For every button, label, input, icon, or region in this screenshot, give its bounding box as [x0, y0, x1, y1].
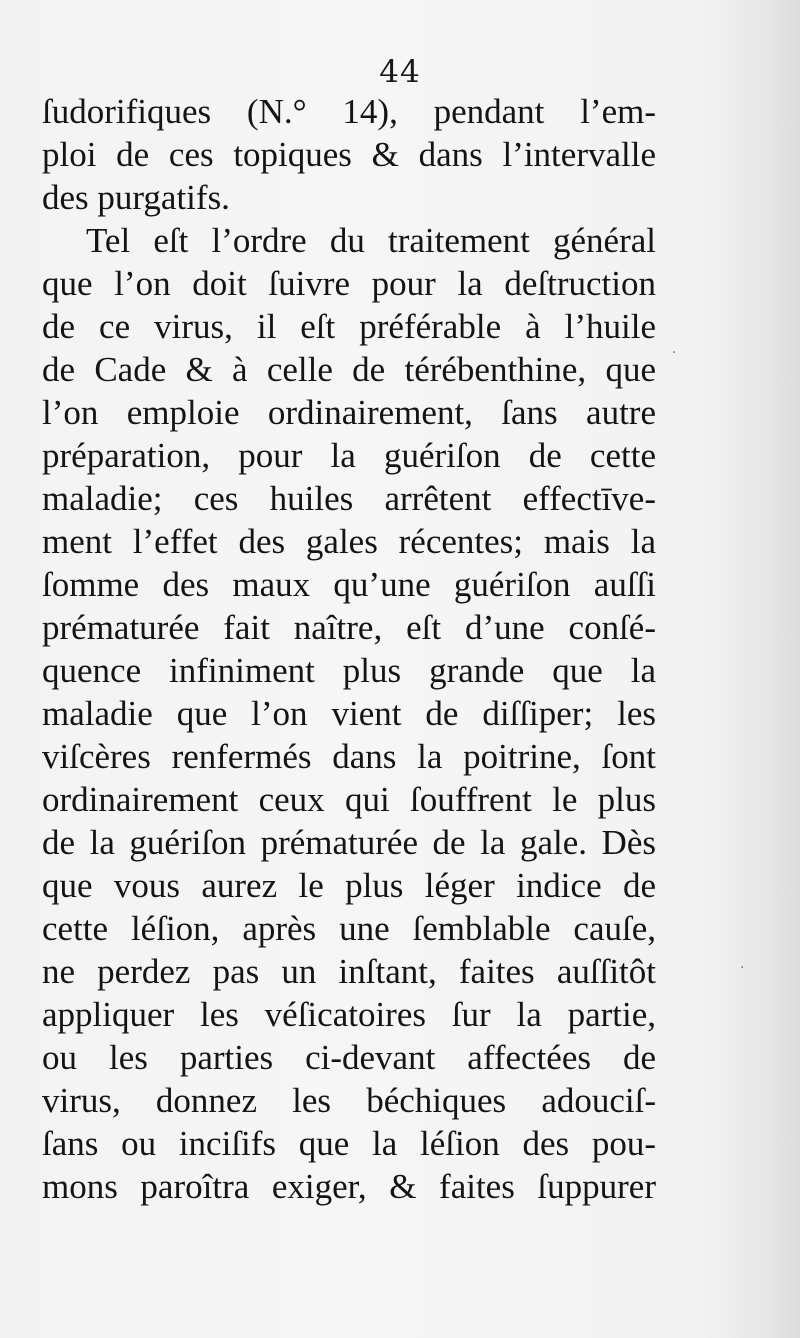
body-text — [42, 90, 656, 1208]
margin-speck: · — [672, 345, 677, 361]
text-line: ou les parties ci-devant affectées de — [42, 1038, 656, 1077]
text-line: que vous aurez le plus léger indice de — [42, 866, 656, 905]
text-line: ſudorifiques (N.° 14), pendant l’em- — [42, 92, 656, 131]
text-line: des purgatifs. — [42, 178, 230, 217]
margin-speck: · — [740, 960, 745, 976]
text-line: de ce virus, il eſt préférable à l’huile — [42, 307, 656, 346]
text-line: virus, donnez les béchiques adouciſ- — [42, 1081, 656, 1120]
paragraph-first-line: Tel eſt l’ordre du traitement général — [86, 221, 656, 260]
text-line: cette léſion, après une ſemblable cauſe, — [42, 909, 656, 948]
text-line: ploi de ces topiques & dans l’intervalle — [42, 135, 656, 174]
text-line: ne perdez pas un inſtant, faites auſſitôt — [42, 952, 656, 991]
text-line: ment l’effet des gales récentes; mais la — [42, 522, 656, 561]
text-line: appliquer les véſicatoires ſur la partie, — [42, 995, 656, 1034]
text-line: maladie que l’on vient de diſſiper; les — [42, 694, 656, 733]
text-line: ſomme des maux qu’une guériſon auſſi — [42, 565, 656, 604]
text-line: de la guériſon prématurée de la gale. Dès — [42, 823, 656, 862]
text-line: maladie; ces huiles arrêtent effectīve- — [42, 479, 656, 518]
text-line: quence infiniment plus grande que la — [42, 651, 656, 690]
text-line: mons paroîtra exiger, & faites ſuppurer — [42, 1167, 656, 1206]
text-line: ordinairement ceux qui ſouffrent le plus — [42, 780, 656, 819]
text-line: que l’on doit ſuivre pour la deſtruction — [42, 264, 656, 303]
text-line: préparation, pour la guériſon de cette — [42, 436, 656, 475]
page-number: 44 — [379, 54, 421, 90]
text-line: de Cade & à celle de térébenthine, que — [42, 350, 656, 389]
text-line: prématurée fait naître, eſt d’une conſé- — [42, 608, 656, 647]
text-line: viſcères renfermés dans la poitrine, ſont — [42, 737, 656, 776]
text-line: ſans ou inciſifs que la léſion des pou- — [42, 1124, 656, 1163]
text-line: l’on emploie ordinairement, ſans autre — [42, 393, 656, 432]
